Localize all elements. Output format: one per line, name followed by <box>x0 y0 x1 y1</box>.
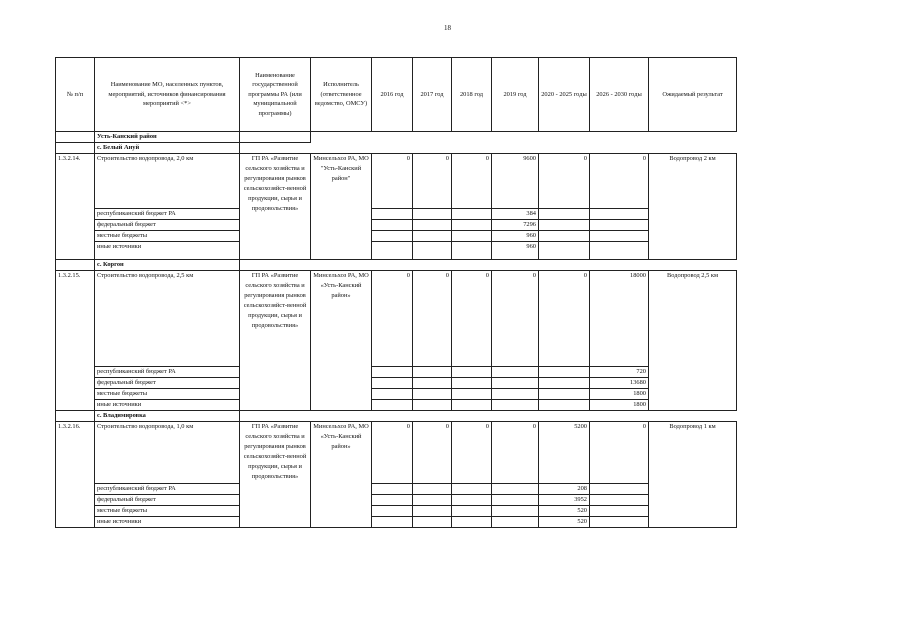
value-2017: 0 <box>413 271 452 367</box>
header-2019: 2019 год <box>492 58 539 132</box>
header-executor: Исполнитель (ответственное ведомство, ОМСУ) <box>311 58 372 132</box>
item-name: Строительство водопровода, 2,0 км <box>95 154 240 209</box>
header-2018: 2018 год <box>452 58 492 132</box>
header-2020-2025: 2020 - 2025 годы <box>539 58 590 132</box>
source-value: 520 <box>539 517 590 528</box>
source-label: федеральный бюджет <box>95 495 240 506</box>
table-row <box>56 271 737 367</box>
table-row <box>56 422 737 484</box>
header-2026-2030: 2026 - 2030 годы <box>590 58 649 132</box>
source-row <box>56 506 737 517</box>
table-header <box>56 58 737 132</box>
district-row <box>56 132 737 143</box>
source-row <box>56 389 737 400</box>
value-2020-2025: 0 <box>539 154 590 209</box>
source-value: 520 <box>539 506 590 517</box>
value-2026-2030: 18000 <box>590 271 649 367</box>
village-row <box>56 143 737 154</box>
source-row <box>56 484 737 495</box>
source-label: иные источники <box>95 242 240 260</box>
header-result: Ожидаемый результат <box>649 58 737 132</box>
header-program: Наименование государственной программы РА (или муниципальной программы) <box>240 58 311 132</box>
village-row <box>56 260 737 271</box>
value-2026-2030: 0 <box>590 422 649 484</box>
village-name: с. Владимировка <box>95 411 240 422</box>
item-result: Водопровод 2,5 км <box>649 271 737 411</box>
value-2018: 0 <box>452 154 492 209</box>
source-row <box>56 495 737 506</box>
value-2018: 0 <box>452 422 492 484</box>
value-2016: 0 <box>372 422 413 484</box>
value-2019: 0 <box>492 271 539 367</box>
value-2017: 0 <box>413 154 452 209</box>
page-number: 18 <box>444 24 451 32</box>
item-program: ГП РА «Развитие сельского хозяйства и регулирования рынков сельскохозяйст-венной продукции, сырья и продовольствия» <box>240 271 311 411</box>
item-name: Строительство водопровода, 1,0 км <box>95 422 240 484</box>
source-label: местные бюджеты <box>95 389 240 400</box>
village-name: с. Коргон <box>95 260 240 271</box>
item-program: ГП РА «Развитие сельского хозяйства и регулирования рынков сельскохозяйст-венной продукции, сырья и продовольствия» <box>240 422 311 528</box>
source-label: республиканский бюджет РА <box>95 367 240 378</box>
source-label: иные источники <box>95 400 240 411</box>
source-label: иные источники <box>95 517 240 528</box>
source-value: 13680 <box>590 378 649 389</box>
source-row <box>56 378 737 389</box>
source-label: федеральный бюджет <box>95 378 240 389</box>
item-program: ГП РА «Развитие сельского хозяйства и регулирования рынков сельскохозяйст-венной продукции, сырья и продовольствия» <box>240 154 311 260</box>
item-executor: Минсельхоз РА, МО «Усть-Канский район» <box>311 422 372 528</box>
source-value: 1800 <box>590 400 649 411</box>
source-row <box>56 367 737 378</box>
value-2016: 0 <box>372 271 413 367</box>
village-row <box>56 411 737 422</box>
item-executor: Минсельхоз РА, МО "Усть-Канский район" <box>311 154 372 260</box>
program-table <box>55 57 737 528</box>
value-2020-2025: 5200 <box>539 422 590 484</box>
source-row <box>56 231 737 242</box>
source-label: федеральный бюджет <box>95 220 240 231</box>
item-result: Водопровод 2 км <box>649 154 737 260</box>
source-value: 960 <box>492 242 539 260</box>
header-num: № п/п <box>56 58 95 132</box>
source-row <box>56 220 737 231</box>
source-value: 384 <box>492 209 539 220</box>
source-value: 960 <box>492 231 539 242</box>
source-label: республиканский бюджет РА <box>95 484 240 495</box>
value-2020-2025: 0 <box>539 271 590 367</box>
source-row <box>56 242 737 260</box>
value-2019: 0 <box>492 422 539 484</box>
header-2016: 2016 год <box>372 58 413 132</box>
item-number: 1.3.2.16. <box>56 422 95 528</box>
source-label: местные бюджеты <box>95 506 240 517</box>
header-2017: 2017 год <box>413 58 452 132</box>
value-2018: 0 <box>452 271 492 367</box>
value-2019: 9600 <box>492 154 539 209</box>
source-value: 720 <box>590 367 649 378</box>
source-value: 7296 <box>492 220 539 231</box>
source-row <box>56 517 737 528</box>
source-label: местные бюджеты <box>95 231 240 242</box>
source-value: 1800 <box>590 389 649 400</box>
source-value: 3952 <box>539 495 590 506</box>
value-2017: 0 <box>413 422 452 484</box>
district-name: Усть-Канский район <box>95 132 240 143</box>
value-2026-2030: 0 <box>590 154 649 209</box>
village-name: с. Белый Ануй <box>95 143 240 154</box>
table-row <box>56 154 737 209</box>
source-row <box>56 209 737 220</box>
header-name: Наименование МО, населенных пунктов, мероприятий, источников финансирования мероприятий <*> <box>95 58 240 132</box>
item-number: 1.3.2.14. <box>56 154 95 260</box>
item-number: 1.3.2.15. <box>56 271 95 411</box>
item-executor: Минсельхоз РА, МО «Усть-Канский район» <box>311 271 372 411</box>
source-label: республиканский бюджет РА <box>95 209 240 220</box>
value-2016: 0 <box>372 154 413 209</box>
source-value: 208 <box>539 484 590 495</box>
source-row <box>56 400 737 411</box>
item-name: Строительство водопровода, 2,5 км <box>95 271 240 367</box>
item-result: Водопровод 1 км <box>649 422 737 528</box>
